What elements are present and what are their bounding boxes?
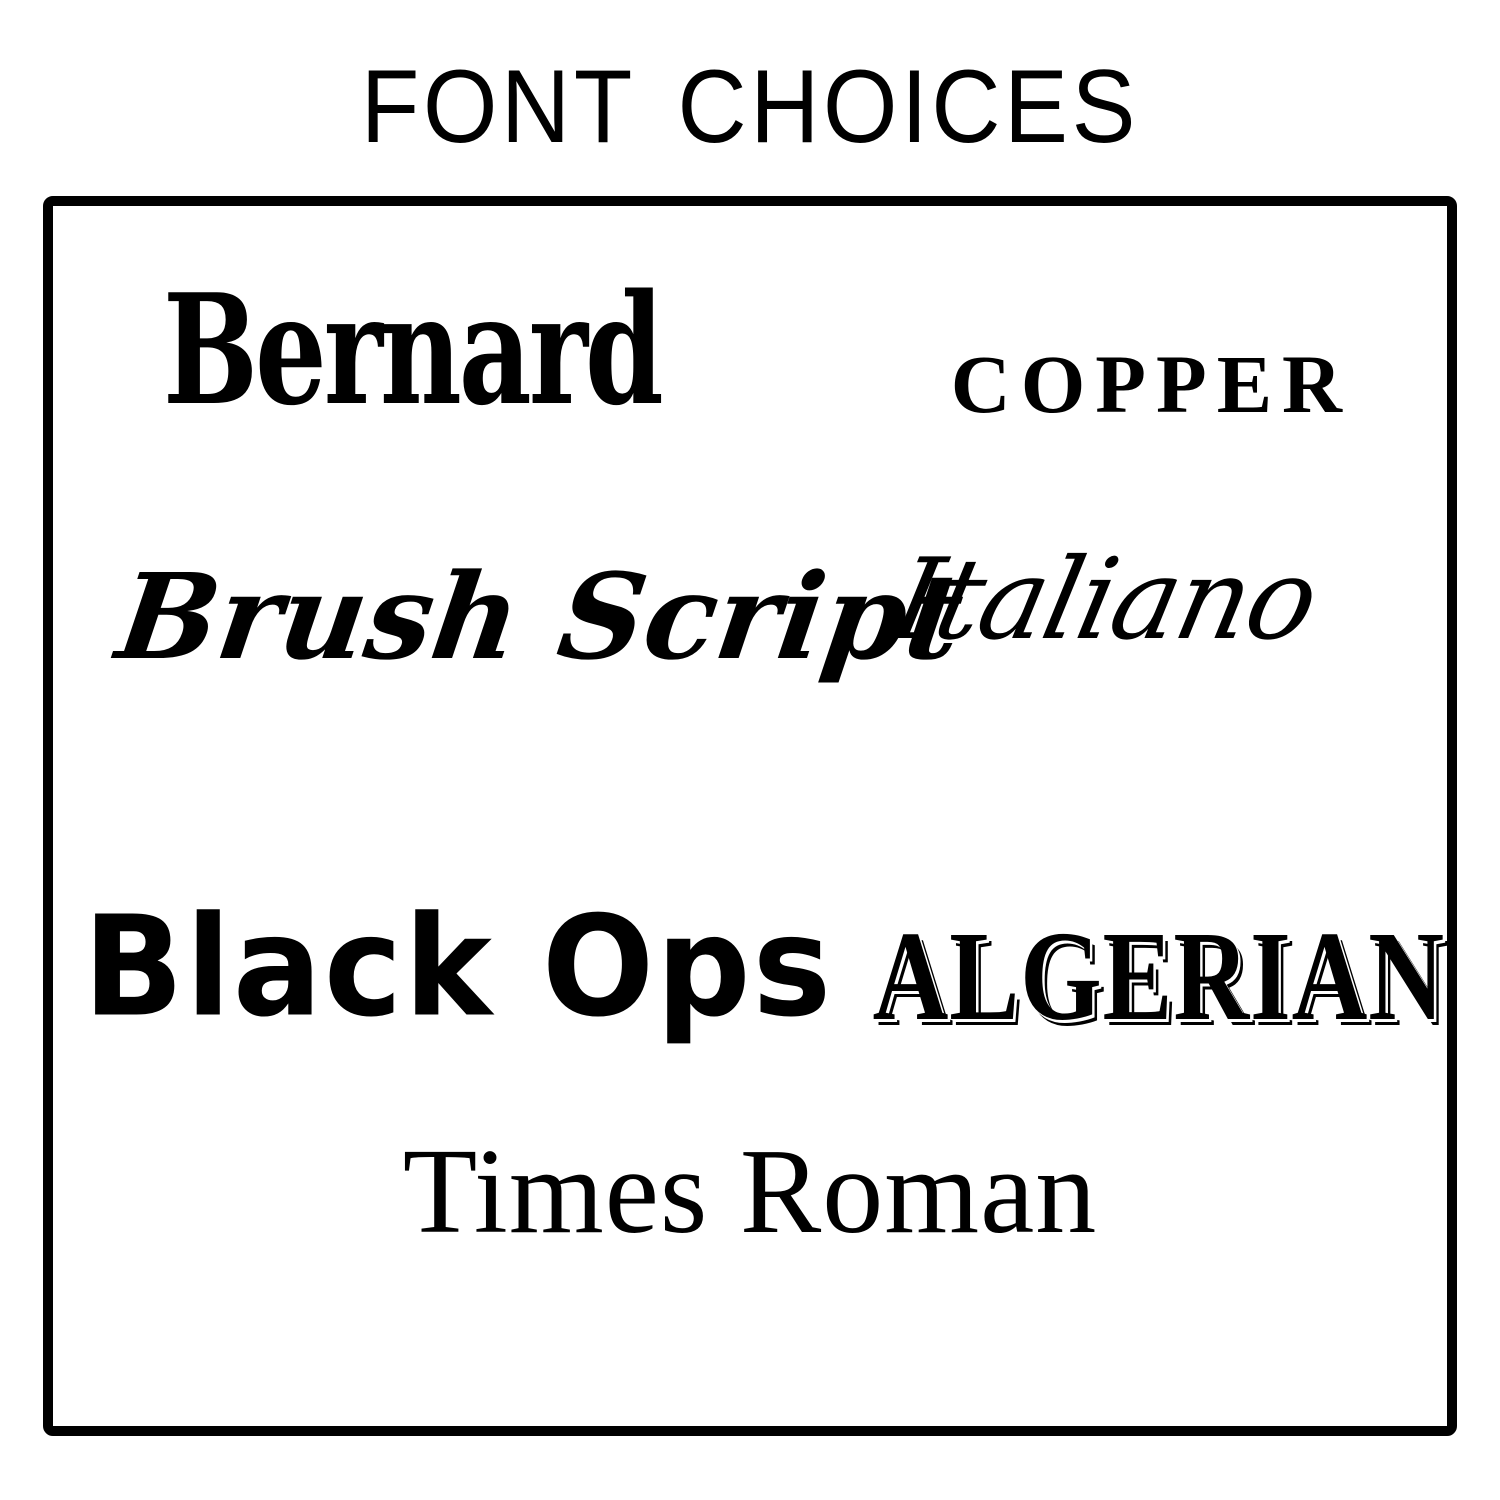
font-sample-times-roman: Times Roman <box>402 1124 1098 1259</box>
font-sample-brush-script: Brush Script <box>109 547 972 686</box>
font-sample-black-ops: Black Ops <box>83 886 834 1049</box>
font-sample-italiano: Italiano <box>882 535 1328 665</box>
font-samples-panel <box>43 196 1457 1436</box>
font-sample-algerian: ALGERIAN <box>872 905 1445 1047</box>
page-title: font choices <box>360 9 1140 174</box>
font-sample-bernard: Bernard <box>163 260 661 439</box>
font-sample-copper: copper <box>950 307 1352 438</box>
